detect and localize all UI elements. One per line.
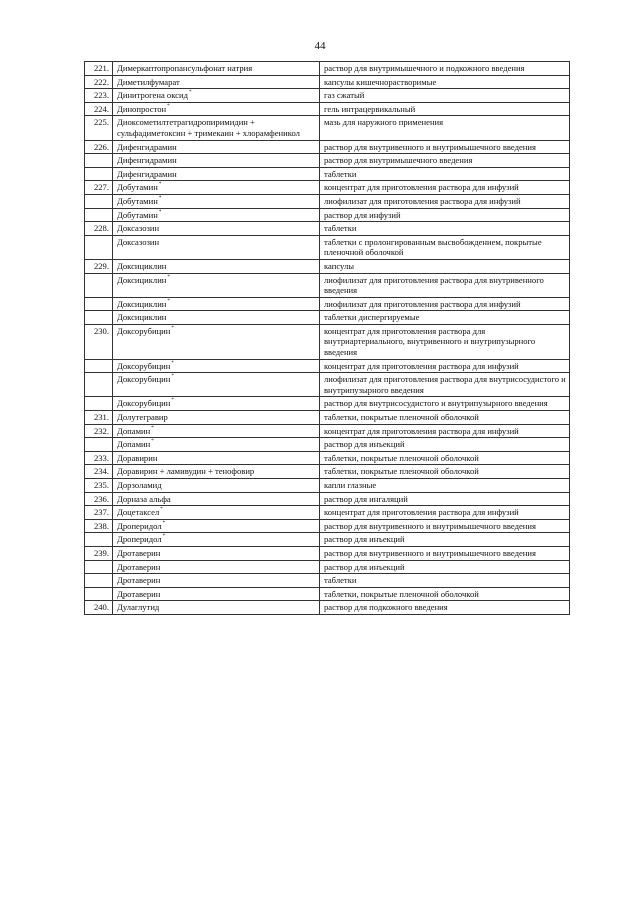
dosage-form: раствор для инфузий [320, 208, 570, 222]
drug-name: Диоксометилтетрагидропиримидин + сульфадиметоксин + тримекаин + хлорамфеникол [117, 117, 300, 138]
drug-name: Доксициклин [117, 298, 167, 309]
dosage-form: концентрат для приготовления раствора для инфузий [320, 359, 570, 373]
drug-name: Динопростон [117, 103, 167, 114]
row-number: 233. [85, 451, 113, 465]
dosage-form: таблетки, покрытые пленочной оболочкой [320, 587, 570, 601]
row-number [85, 397, 113, 411]
drug-name-cell [113, 359, 320, 373]
dosage-form: лиофилизат для приготовления раствора для внутривенного введения [320, 273, 570, 297]
drug-name-cell [113, 492, 320, 506]
drug-name: Доксициклин [117, 260, 167, 271]
footnote-mark: * [160, 507, 163, 513]
dosage-form: таблетки, покрытые пленочной оболочкой [320, 451, 570, 465]
table-row [85, 438, 570, 452]
drug-name-cell [113, 167, 320, 181]
drug-name: Диметилфумарат [117, 76, 180, 87]
drug-name: Доцетаксел [117, 507, 160, 518]
table-row [85, 506, 570, 520]
drug-name: Дротаверин [117, 588, 161, 599]
drug-name: Дроперидол [117, 534, 162, 545]
footnote-mark: * [188, 90, 192, 96]
drug-name-cell [113, 235, 320, 259]
drug-name: Добутамин [117, 182, 158, 193]
drug-name: Доравирин + ламивудин + тенофовир [117, 466, 255, 477]
dosage-form: раствор для внутривенного и внутримышечного введения [320, 546, 570, 560]
drug-name: Доксорубицин [117, 398, 171, 409]
table-row [85, 411, 570, 425]
drug-name: Доксазозин [117, 223, 160, 234]
table-row [85, 208, 570, 222]
drug-name: Доксициклин [117, 312, 167, 323]
drug-name-cell [113, 533, 320, 547]
row-number [85, 373, 113, 397]
table-row [85, 75, 570, 89]
drug-name: Доксициклин [117, 274, 167, 285]
drug-name: Доксазозин [117, 236, 160, 247]
footnote-mark: * [171, 374, 174, 380]
dosage-form: концентрат для приготовления раствора для инфузий [320, 424, 570, 438]
row-number: 224. [85, 102, 113, 116]
row-number: 229. [85, 259, 113, 273]
drug-name-cell [113, 140, 320, 154]
dosage-form: таблетки [320, 167, 570, 181]
row-number: 235. [85, 479, 113, 493]
dosage-form: лиофилизат для приготовления раствора для инфузий [320, 194, 570, 208]
table-row [85, 397, 570, 411]
drug-name-cell [113, 574, 320, 588]
drug-name-cell [113, 546, 320, 560]
drug-name-cell [113, 451, 320, 465]
row-number: 223. [85, 89, 113, 103]
row-number [85, 194, 113, 208]
footnote-mark: * [151, 439, 154, 445]
row-number [85, 560, 113, 574]
drug-name-cell [113, 587, 320, 601]
drug-name-cell [113, 311, 320, 325]
dosage-form: капсулы кишечнорастворимые [320, 75, 570, 89]
drug-name-cell [113, 424, 320, 438]
row-number [85, 359, 113, 373]
table-row [85, 492, 570, 506]
row-number [85, 273, 113, 297]
row-number: 221. [85, 62, 113, 76]
dosage-form: концентрат для приготовления раствора для инфузий [320, 181, 570, 195]
dosage-form: таблетки, покрытые пленочной оболочкой [320, 465, 570, 479]
row-number: 228. [85, 222, 113, 236]
drug-name-cell [113, 89, 320, 103]
drug-name-cell [113, 154, 320, 168]
dosage-form: газ сжатый [320, 89, 570, 103]
drug-name: Динитрогена оксид [117, 90, 188, 101]
drug-name: Дифенгидрамин [117, 155, 177, 166]
row-number: 222. [85, 75, 113, 89]
dosage-form: таблетки диспергируемые [320, 311, 570, 325]
dosage-form: раствор для инъекций [320, 438, 570, 452]
drug-name-cell [113, 208, 320, 222]
drug-name: Доксорубицин [117, 360, 171, 371]
drug-name: Дорзоламид [117, 480, 162, 490]
table-row [85, 116, 570, 140]
row-number: 232. [85, 424, 113, 438]
dosage-form: капли глазные [320, 479, 570, 493]
table-row [85, 194, 570, 208]
footnote-mark: * [151, 425, 154, 431]
dosage-form: мазь для наружного применения [320, 116, 570, 140]
row-number: 240. [85, 601, 113, 615]
table-row [85, 359, 570, 373]
footnote-mark: * [171, 398, 174, 404]
drug-name-cell [113, 519, 320, 533]
drug-name: Допамин [117, 439, 151, 450]
drug-name-cell [113, 259, 320, 273]
drug-name: Дулаглутид [117, 602, 160, 613]
row-number [85, 574, 113, 588]
drug-name-cell [113, 373, 320, 397]
drug-name: Добутамин [117, 209, 158, 220]
table-row [85, 311, 570, 325]
table-row [85, 424, 570, 438]
table-row [85, 62, 570, 76]
table-row [85, 273, 570, 297]
drug-name-cell [113, 438, 320, 452]
footnote-mark: * [167, 103, 170, 109]
drug-name-cell [113, 222, 320, 236]
row-number [85, 167, 113, 181]
dosage-form: концентрат для приготовления раствора для инфузий [320, 506, 570, 520]
footnote-mark: * [158, 209, 162, 215]
dosage-form: раствор для подкожного введения [320, 601, 570, 615]
drug-name-cell [113, 560, 320, 574]
drug-name-cell [113, 506, 320, 520]
table-row [85, 574, 570, 588]
row-number [85, 438, 113, 452]
row-number: 225. [85, 116, 113, 140]
row-number: 231. [85, 411, 113, 425]
drug-name-cell [113, 601, 320, 615]
drug-name: Доравирин [117, 452, 158, 463]
dosage-form: раствор для внутрисосудистого и внутрипузырного введения [320, 397, 570, 411]
table-row [85, 451, 570, 465]
table-row [85, 465, 570, 479]
drug-name: Дротаверин [117, 547, 161, 558]
footnote-mark: * [171, 325, 174, 331]
drug-name-cell [113, 297, 320, 311]
drug-name: Дротаверин [117, 561, 161, 572]
row-number: 239. [85, 546, 113, 560]
row-number [85, 208, 113, 222]
drug-name-cell [113, 324, 320, 359]
drug-name: Дифенгидрамин [117, 168, 177, 179]
table-row [85, 140, 570, 154]
drug-name: Доксорубицин [117, 374, 171, 385]
table-row [85, 222, 570, 236]
dosage-form: концентрат для приготовления раствора для внутриартериального, внутривенного и внутрипузырного введения [320, 324, 570, 359]
drug-name-cell [113, 397, 320, 411]
drug-name-cell [113, 102, 320, 116]
dosage-form: лиофилизат для приготовления раствора для внутрисосудистого и внутрипузырного введения [320, 373, 570, 397]
table-row [85, 235, 570, 259]
row-number: 226. [85, 140, 113, 154]
table-row [85, 297, 570, 311]
row-number: 230. [85, 324, 113, 359]
footnote-mark: * [158, 195, 162, 201]
row-number [85, 154, 113, 168]
table-row [85, 181, 570, 195]
drug-table-body [85, 62, 570, 615]
table-row [85, 546, 570, 560]
dosage-form: лиофилизат для приготовления раствора для инфузий [320, 297, 570, 311]
drug-name: Долутегравир [117, 412, 168, 423]
table-row [85, 89, 570, 103]
footnote-mark: * [162, 520, 166, 526]
table-row [85, 102, 570, 116]
row-number [85, 297, 113, 311]
drug-name-cell [113, 62, 320, 76]
dosage-form: таблетки [320, 222, 570, 236]
drug-name: Дорназа альфа [117, 493, 171, 504]
drug-name: Дроперидол [117, 520, 162, 531]
dosage-form: раствор для инъекций [320, 560, 570, 574]
row-number: 236. [85, 492, 113, 506]
row-number [85, 533, 113, 547]
dosage-form: гель интрацервикальный [320, 102, 570, 116]
drug-name-cell [113, 479, 320, 493]
row-number: 237. [85, 506, 113, 520]
row-number: 238. [85, 519, 113, 533]
footnote-mark: * [158, 182, 162, 188]
table-row [85, 167, 570, 181]
table-row [85, 479, 570, 493]
dosage-form: таблетки [320, 574, 570, 588]
table-row [85, 373, 570, 397]
row-number: 234. [85, 465, 113, 479]
table-row [85, 519, 570, 533]
row-number [85, 311, 113, 325]
table-row [85, 587, 570, 601]
footnote-mark: * [167, 298, 170, 304]
table-row [85, 259, 570, 273]
drug-name-cell [113, 194, 320, 208]
table-row [85, 601, 570, 615]
dosage-form: капсулы [320, 259, 570, 273]
drug-name: Добутамин [117, 195, 158, 206]
drug-name-cell [113, 465, 320, 479]
drug-name-cell [113, 116, 320, 140]
dosage-form: раствор для ингаляций [320, 492, 570, 506]
drug-name-cell [113, 75, 320, 89]
page-number: 44 [314, 40, 326, 52]
drug-name: Доксорубицин [117, 325, 171, 336]
row-number [85, 235, 113, 259]
drug-name-cell [113, 411, 320, 425]
footnote-mark: * [167, 274, 170, 280]
drug-table [84, 61, 570, 615]
drug-name: Димеркаптопропансульфонат натрия [117, 63, 253, 73]
dosage-form: таблетки с пролонгированным высвобождением, покрытые пленочной оболочкой [320, 235, 570, 259]
dosage-form: раствор для инъекций [320, 533, 570, 547]
dosage-form: раствор для внутривенного и внутримышечного введения [320, 140, 570, 154]
dosage-form: таблетки, покрытые пленочной оболочкой [320, 411, 570, 425]
dosage-form: раствор для внутривенного и внутримышечного введения [320, 519, 570, 533]
table-row [85, 324, 570, 359]
table-row [85, 533, 570, 547]
drug-name: Дифенгидрамин [117, 141, 177, 152]
dosage-form: раствор для внутримышечного и подкожного введения [320, 62, 570, 76]
row-number [85, 587, 113, 601]
drug-name-cell [113, 273, 320, 297]
drug-name: Дротаверин [117, 575, 161, 586]
table-row [85, 560, 570, 574]
footnote-mark: * [171, 360, 174, 366]
row-number: 227. [85, 181, 113, 195]
footnote-mark: * [162, 534, 166, 540]
drug-name: Допамин [117, 425, 151, 436]
table-row [85, 154, 570, 168]
drug-name-cell [113, 181, 320, 195]
dosage-form: раствор для внутримышечного введения [320, 154, 570, 168]
